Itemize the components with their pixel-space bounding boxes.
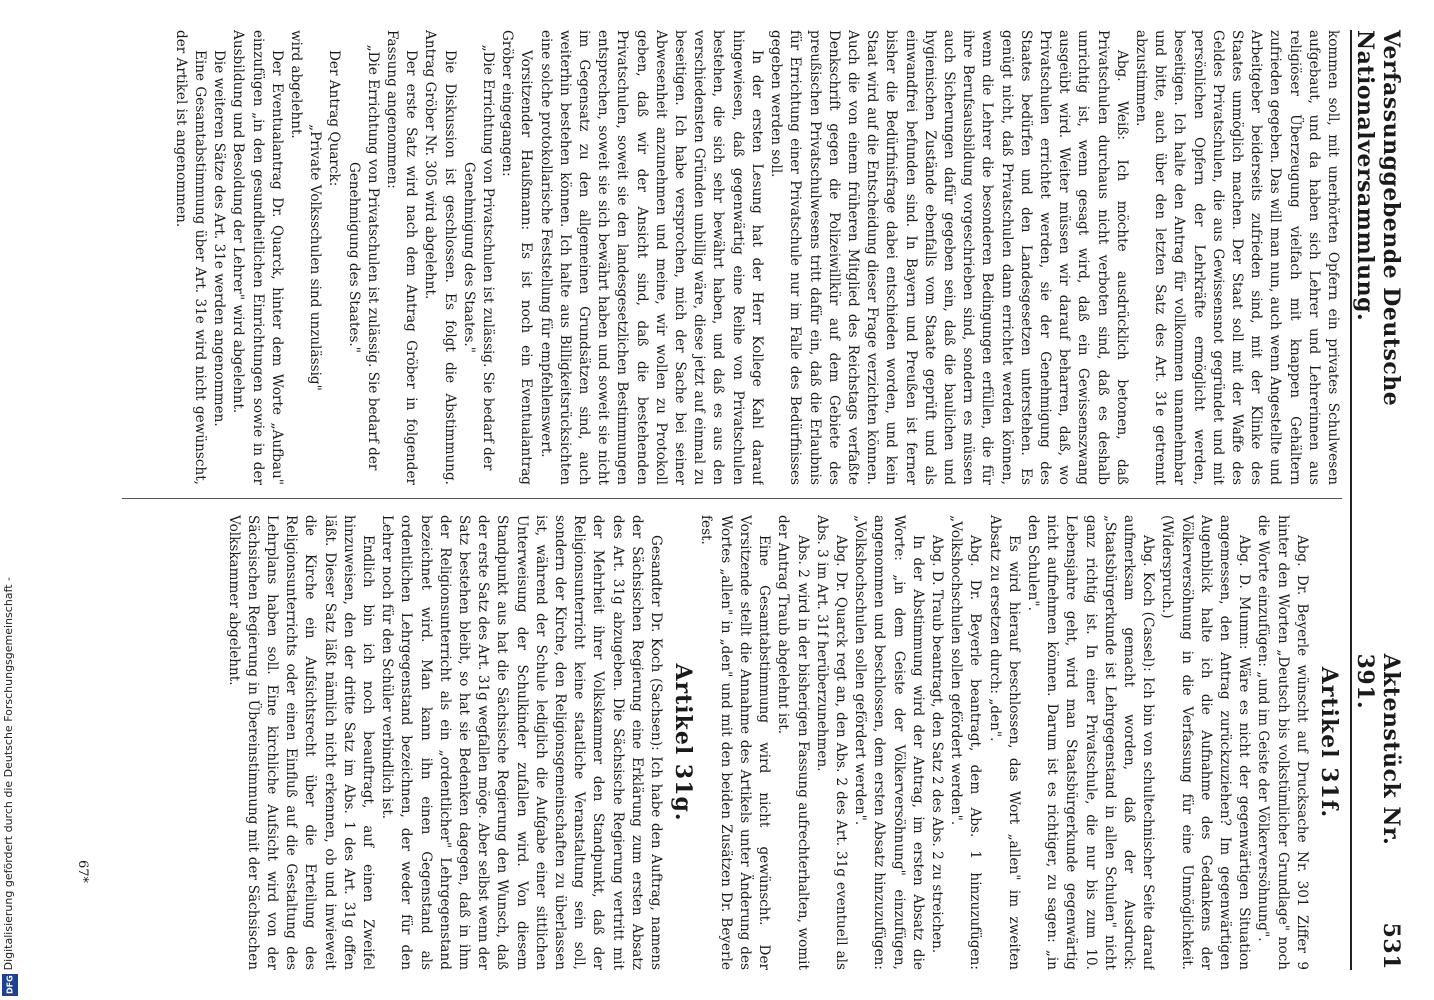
- paragraph: In der ersten Lesung hat der Herr Kollege Kahl darauf hingewiesen, daß gegenwärtig eine Reihe von Privatschulen bestehen, die sich sehr bewährt haben, und daß es aus den verschiedensten Gründen unbillig wäre, diese jetzt auf einmal zu beseitigen. Ich habe versprochen, mich der Sache bei seiner Abwesenheit anzunehmen und meine, wir wollen zu Protokoll geben, daß wir der Ansicht sind, daß die bestehenden Privatschulen, soweit sie den landesgesetzlichen Bestimmungen entsprechen, soweit sie sich bewährt haben und soweit sie nicht im Gegensatz zu den allgemeinen Grundsätzen sind, auch weiterhin bestehen können. Ich halte aus Billigkeitsrücksichten eine solche protokollarische Feststellung für empfehlenswert.: [537, 30, 765, 485]
- paragraph: Gesandter Dr. Koch (Sachsen): Ich habe den Auftrag, namens der Sächsischen Regierung eine Erklärung zum ersten Absatz des Art. 31g abzugeben. Die Sächsische Regierung vertritt mit der Mehrheit ihrer Volkskammer den Standpunkt, daß der Religionsunterricht keine staatliche Veranstaltung sein soll, sondern der Kirche, den Religionsgemeinschaften zu überlassen ist, während der Schule lediglich die Aufgabe einer sittlichen Unterweisung der Schulkinder zufallen wird. Von diesem Standpunkt aus hat die Sächsische Regierung den Wunsch, daß der erste Satz des Art. 31g wegfallen möge. Aber selbst wenn der Satz bestehen bleibt, so hat sie Bedenken dagegen, daß in ihm der Religionsunterricht als ein „ordentlicher" Lehrgegenstand bezeichnet wird. Man kann ihn einen Gegenstand als ordentlichen Lehrgegenstand bezeichnen, der weder für den Lehrer noch für den Schüler verbindlich ist.: [379, 515, 665, 970]
- page-header: [1350, 30, 1404, 970]
- paragraph: Es wird hierauf beschlossen, das Wort „allen" im zweiten Absatz zu ersetzen durch: „den".: [986, 515, 1022, 970]
- column-divider: [122, 498, 1342, 499]
- paragraph: Eine Gesamtabstimmung wird nicht gewünscht. Der Vorsitzende stellt die Annahme des Artikels unter Änderung des Wortes „allen" in „den" und mit den beiden Zusätzen Dr. Beyerle fest.: [698, 515, 773, 970]
- paragraph: Der Antrag Quarck:: [326, 50, 343, 187]
- digitization-credit: [0, 576, 20, 998]
- header-title: Verfassunggebende Deutsche Nationalversammlung.: [1352, 30, 1404, 407]
- quote: „Die Errichtung von Privatschulen ist zulässig. Sie bedarf der Genehmigung des Staates.": [460, 44, 497, 471]
- paragraph: Abg. Koch (Cassel): Ich bin von schultechnischer Seite darauf aufmerksam gemacht worden, daß der Ausdruck: „Staatsbürgerkunde ist Lehrgegenstand in allen Schulen" nicht ganz richtig ist. In einer Privatschule, die nur bis zum 10. Lebensjahre geht, wird man Staatsbürgerkunde gegenwärtig nicht aufnehmen können. Darum ist es richtiger, zu sagen: „in den Schulen".: [1024, 515, 1157, 970]
- paragraph: In der Abstimmung wird der Antrag, im ersten Absatz die Worte: „in dem Geiste der Völkerversöhnung" einzufügen, angenommen und beschlossen, dem ersten Absatz hinzuzufügen: „Volkshochschulen sollen gefördert werden".: [852, 515, 926, 970]
- paragraph: Abg. Dr. Beyerle beantragt, dem Abs. 1 hinzuzufügen: „Volkshochschulen sollen gefördert werden".: [948, 515, 984, 970]
- paragraph: kommen soll, mit unerhörten Opfern ein privates Schulwesen aufgebaut, und da haben sich Lehrer und Lehrerinnen aus religiöser Überzeugung vielfach mit knappen Gehältern zufrieden gegeben. Das will man nun, auch wenn Angestellte und Arbeitgeber beiderseits zufrieden sind, mit der Klinke des Staates unmöglich machen. Der Staat soll mit der Waffe des Geldes Privatschulen, die aus Gewissensnot gegründet und mit persönlichen Opfern der Lehrkräfte ermöglicht werden, beseitigen. Ich halte den Antrag für vollkommen unannehmbar und bitte, auch über den letzten Satz des Art. 31e getrennt abzustimmen.: [1132, 30, 1341, 485]
- rotated-document-page: [10, 0, 1404, 1000]
- paragraph: Endlich bin ich noch beauftragt, auf einen Zweifel hinzuweisen, den der dritte Satz im Abs. 1 des Art. 31g offen läßt. Dieser Satz läßt nämlich nicht erkennen, ob und inwieweit die Kirche ein Aufsichtsrecht über die Erteilung des Religionsunterrichts oder einen Einfluß auf die Gestaltung des Lehrplans haben soll. Eine kirchliche Aufsicht wird von der Sächsischen Regierung in Übereinstimmung mit der Sächsischen Volkskammer abgelehnt.: [225, 515, 377, 970]
- page-footer-mark: 67*: [75, 860, 90, 884]
- credit-text: Digitalisierung gefördert durch die Deutsche Forschungsgemeinschaft -: [2, 576, 15, 970]
- header-right: [1352, 654, 1404, 970]
- paragraph: Abg. Dr. Quarck regt an, den Abs. 2 des Art. 31g eventuell als Abs. 3 im Art. 31f herüberzunehmen.: [813, 515, 849, 970]
- left-column: [102, 30, 1342, 485]
- paragraph: Abg. Weiß: Ich möchte ausdrücklich betonen, daß Privatschulen durchaus nicht verboten sind, daß es deshalb unrichtig ist, wenn gesagt wird, daß ein Gewissenszwang ausgeübt wird. Weiter müssen wir darauf beharren, daß, wo Privatschulen errichtet werden, sie der Genehmigung des Staates bedürfen und den Landesgesetzen unterstehen. Es genügt nicht, daß Privatschulen dann errichtet werden können, wenn die Lehrer die besonderen Bedingungen erfüllen, die für ihre Berufsausbildung vorgeschrieben sind, sondern es müssen auch Sicherungen dafür gegeben sein, daß die baulichen und hygienischen Zustände ebenfalls vom Staate geprüft und als einwandfrei befunden sind. In Bayern und Preußen ist ferner bisher die Bedürfnisfrage dabei entschieden worden, und kein Staat wird auf die Entscheidung dieser Frage verzichten können. Auch die von einem früheren Mitglied des Reichstags verfaßte Denkschrift gegen die Polizeiwillkür auf dem Gebiete des preußischen Privatschulwesens tritt dafür ein, daß die Erlaubnis für Errichtung einer Privatschule nur im Falle des Bedürfnisses gegeben werden soll.: [768, 30, 1130, 485]
- paragraph: Die Diskussion ist geschlossen. Es folgt die Abstimmung. Antrag Gröber Nr. 305 wird abgelehnt.: [422, 30, 458, 485]
- dfg-logo: DFG: [2, 974, 18, 996]
- article-heading: Artikel 31f.: [1316, 666, 1342, 819]
- quote: „Die Errichtung von Privatschulen ist zulässig. Sie bedarf der Genehmigung des Staates.": [345, 44, 381, 471]
- right-column: [102, 515, 1342, 970]
- page-number: 531: [1378, 922, 1404, 970]
- paragraph: Abg. D. Traub beantragt, den Satz 2 des Abs. 2 zu streichen.: [928, 535, 945, 954]
- paragraph: wird abgelehnt.: [288, 30, 305, 139]
- paragraph: Abs. 2 wird in der bisherigen Fassung aufrechterhalten, womit der Antrag Traub abgelehnt ist.: [775, 515, 811, 970]
- paragraph: Die weiteren Sätze des Art. 31e werden angenommen.: [211, 50, 228, 427]
- paragraph: Abg. Dr. Beyerle wünscht auf Drucksache Nr. 301 Ziffer 9 hinter den Worten „Deutsch bis volkstümlicher Grundlage" noch die Worte einzufügen: „und im Geiste der Völkerversöhnung".: [1255, 515, 1310, 970]
- paragraph: Eine Gesamtabstimmung über Art. 31e wird nicht gewünscht, der Artikel ist angenommen.: [172, 30, 209, 485]
- paragraph: Vorsitzender Haußmann: Es ist noch ein Eventualantrag Gröber eingegangen:: [499, 30, 535, 485]
- document-reference: Aktenstück Nr. 391.: [1352, 653, 1404, 846]
- paragraph: Abg. D. Mumm: Wäre es nicht der gegenwärtigen Situation angemessen, den Antrag zurückzuziehen? Im gegenwärtigen Augenblick halte ich die Aufnahme des Gedankens der Völkerversöhnung in die Verfassung für eine Unmöglichkeit. (Widerspruch.): [1159, 515, 1253, 970]
- paragraph: Der erste Satz wird nach dem Antrag Gröber in folgender Fassung angenommen:: [384, 30, 420, 485]
- paragraph: Der Eventualantrag Dr. Quarck, hinter dem Worte „Aufbau" einzufügen „in den gesundheitlichen Einrichtungen sowie in der Ausbildung und Besoldung der Lehrer" wird abgelehnt.: [230, 30, 285, 485]
- article-heading: Artikel 31g.: [670, 663, 697, 822]
- quote: „Private Volksschulen sind unzulässig": [307, 124, 324, 391]
